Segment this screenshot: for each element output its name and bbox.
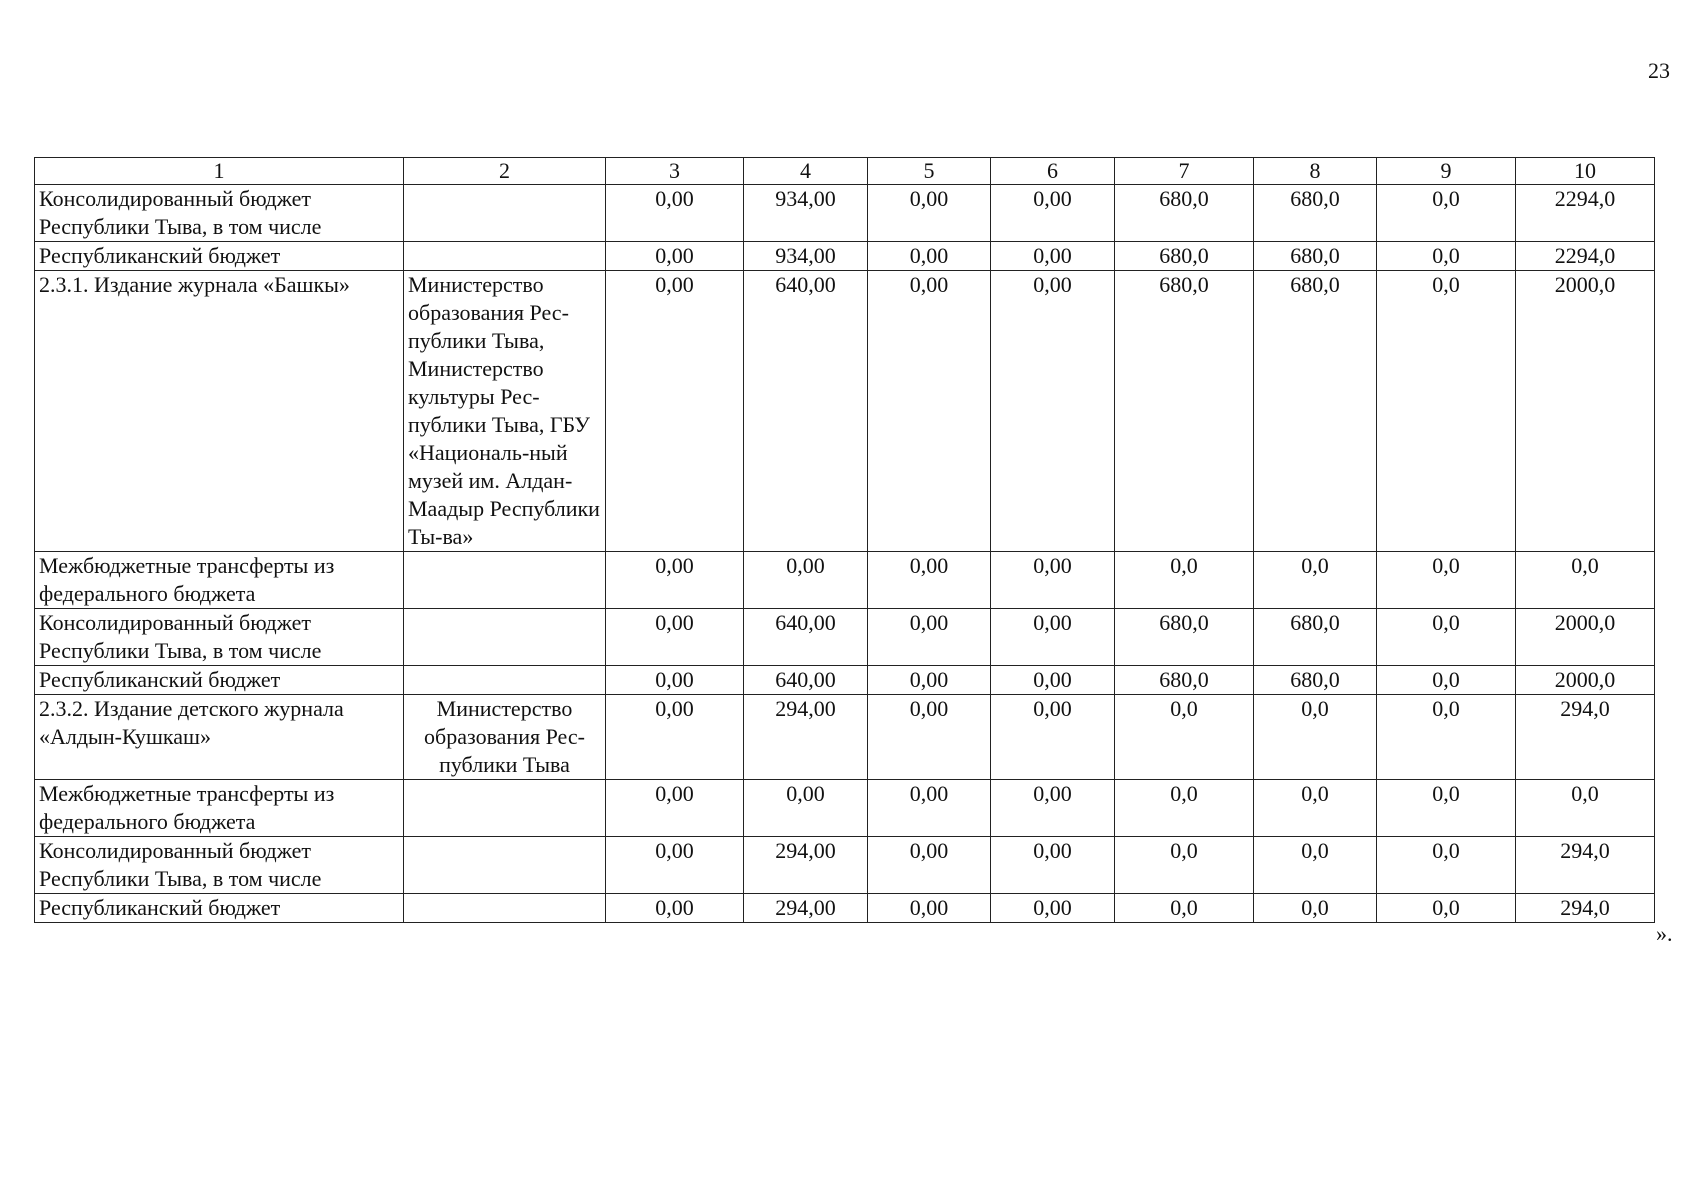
value-cell: 0,0	[1115, 837, 1254, 894]
value-cell: 0,0	[1254, 552, 1377, 609]
budget-table	[34, 157, 1655, 923]
value-cell: 0,00	[868, 837, 991, 894]
value-cell: 2294,0	[1516, 242, 1655, 271]
value-cell: 0,00	[868, 666, 991, 695]
value-cell: 680,0	[1115, 271, 1254, 552]
value-cell: 680,0	[1115, 609, 1254, 666]
value-cell: 680,0	[1115, 185, 1254, 242]
value-cell: 0,0	[1377, 552, 1516, 609]
value-cell: 2294,0	[1516, 185, 1655, 242]
value-cell: 0,00	[868, 185, 991, 242]
row-label: Консолидированный бюджет Республики Тыва, в том числе	[35, 185, 404, 242]
value-cell: 0,00	[991, 609, 1115, 666]
value-cell: 0,00	[991, 894, 1115, 923]
value-cell: 0,00	[991, 837, 1115, 894]
value-cell: 294,00	[744, 695, 868, 780]
value-cell: 0,0	[1115, 552, 1254, 609]
value-cell: 0,0	[1377, 695, 1516, 780]
value-cell: 0,00	[991, 271, 1115, 552]
row-org	[404, 609, 606, 666]
row-label: Республиканский бюджет	[35, 666, 404, 695]
value-cell: 640,00	[744, 609, 868, 666]
table-header-row	[35, 158, 1655, 185]
table-row	[35, 666, 1655, 695]
header-cell: 1	[35, 158, 404, 185]
value-cell: 0,00	[991, 666, 1115, 695]
row-label: Межбюджетные трансферты из федерального бюджета	[35, 780, 404, 837]
row-org	[404, 780, 606, 837]
value-cell: 0,0	[1377, 837, 1516, 894]
closing-quote-mark: ».	[1656, 921, 1673, 946]
value-cell: 0,0	[1516, 552, 1655, 609]
table-row	[35, 185, 1655, 242]
value-cell: 0,00	[991, 242, 1115, 271]
value-cell: 680,0	[1254, 242, 1377, 271]
value-cell: 0,0	[1115, 695, 1254, 780]
table-row	[35, 780, 1655, 837]
value-cell: 0,00	[868, 552, 991, 609]
row-label: Республиканский бюджет	[35, 242, 404, 271]
value-cell: 0,00	[606, 780, 744, 837]
value-cell: 680,0	[1115, 242, 1254, 271]
value-cell: 294,0	[1516, 837, 1655, 894]
row-label: Консолидированный бюджет Республики Тыва, в том числе	[35, 837, 404, 894]
value-cell: 0,00	[606, 666, 744, 695]
value-cell: 680,0	[1115, 666, 1254, 695]
value-cell: 680,0	[1254, 185, 1377, 242]
header-cell: 10	[1516, 158, 1655, 185]
value-cell: 0,00	[606, 185, 744, 242]
row-label: Консолидированный бюджет Республики Тыва, в том числе	[35, 609, 404, 666]
value-cell: 0,00	[868, 242, 991, 271]
value-cell: 0,0	[1115, 780, 1254, 837]
header-cell: 7	[1115, 158, 1254, 185]
value-cell: 640,00	[744, 271, 868, 552]
value-cell: 680,0	[1254, 666, 1377, 695]
table-row	[35, 609, 1655, 666]
value-cell: 294,00	[744, 894, 868, 923]
value-cell: 0,00	[868, 695, 991, 780]
row-label: Межбюджетные трансферты из федерального бюджета	[35, 552, 404, 609]
value-cell: 0,00	[991, 780, 1115, 837]
value-cell: 294,00	[744, 837, 868, 894]
value-cell: 0,0	[1377, 185, 1516, 242]
row-label: 2.3.2. Издание детского журнала «Алдын-Кушкаш»	[35, 695, 404, 780]
value-cell: 0,00	[606, 837, 744, 894]
row-label: 2.3.1. Издание журнала «Башкы»	[35, 271, 404, 552]
table-row	[35, 837, 1655, 894]
value-cell: 640,00	[744, 666, 868, 695]
value-cell: 0,00	[606, 242, 744, 271]
value-cell: 0,00	[991, 552, 1115, 609]
header-cell: 6	[991, 158, 1115, 185]
value-cell: 0,00	[606, 609, 744, 666]
header-cell: 8	[1254, 158, 1377, 185]
value-cell: 0,00	[868, 894, 991, 923]
value-cell: 2000,0	[1516, 609, 1655, 666]
value-cell: 294,0	[1516, 695, 1655, 780]
table-row	[35, 552, 1655, 609]
value-cell: 2000,0	[1516, 666, 1655, 695]
value-cell: 934,00	[744, 242, 868, 271]
row-org	[404, 894, 606, 923]
value-cell: 0,0	[1377, 894, 1516, 923]
header-cell: 4	[744, 158, 868, 185]
value-cell: 0,0	[1377, 780, 1516, 837]
table-row	[35, 695, 1655, 780]
value-cell: 0,00	[868, 271, 991, 552]
row-org	[404, 666, 606, 695]
table-row	[35, 894, 1655, 923]
row-org	[404, 837, 606, 894]
row-org	[404, 185, 606, 242]
value-cell: 0,0	[1377, 242, 1516, 271]
value-cell: 0,0	[1254, 780, 1377, 837]
value-cell: 0,00	[991, 695, 1115, 780]
table-row	[35, 271, 1655, 552]
value-cell: 0,0	[1254, 894, 1377, 923]
row-org	[404, 552, 606, 609]
value-cell: 0,00	[606, 695, 744, 780]
page-number: 23	[1648, 58, 1670, 83]
value-cell: 0,00	[868, 609, 991, 666]
value-cell: 0,00	[991, 185, 1115, 242]
header-cell: 9	[1377, 158, 1516, 185]
value-cell: 0,0	[1254, 695, 1377, 780]
value-cell: 0,0	[1254, 837, 1377, 894]
row-org	[404, 242, 606, 271]
value-cell: 0,0	[1516, 780, 1655, 837]
header-cell: 2	[404, 158, 606, 185]
value-cell: 0,0	[1377, 666, 1516, 695]
value-cell: 0,00	[868, 780, 991, 837]
value-cell: 0,0	[1115, 894, 1254, 923]
row-label: Республиканский бюджет	[35, 894, 404, 923]
value-cell: 680,0	[1254, 609, 1377, 666]
table-row	[35, 242, 1655, 271]
value-cell: 934,00	[744, 185, 868, 242]
header-cell: 3	[606, 158, 744, 185]
row-org: Министерство образования Рес-публики Тыва, Министерство культуры Рес-публики Тыва, ГБУ «Националь-ный музей им. Алдан-Маадыр Республики Ты-ва»	[404, 271, 606, 552]
value-cell: 0,00	[606, 552, 744, 609]
value-cell: 0,0	[1377, 609, 1516, 666]
value-cell: 2000,0	[1516, 271, 1655, 552]
value-cell: 0,00	[606, 894, 744, 923]
row-org: Министерство образования Рес-публики Тыва	[404, 695, 606, 780]
value-cell: 0,00	[606, 271, 744, 552]
value-cell: 0,00	[744, 780, 868, 837]
value-cell: 680,0	[1254, 271, 1377, 552]
value-cell: 294,0	[1516, 894, 1655, 923]
header-cell: 5	[868, 158, 991, 185]
value-cell: 0,00	[744, 552, 868, 609]
value-cell: 0,0	[1377, 271, 1516, 552]
